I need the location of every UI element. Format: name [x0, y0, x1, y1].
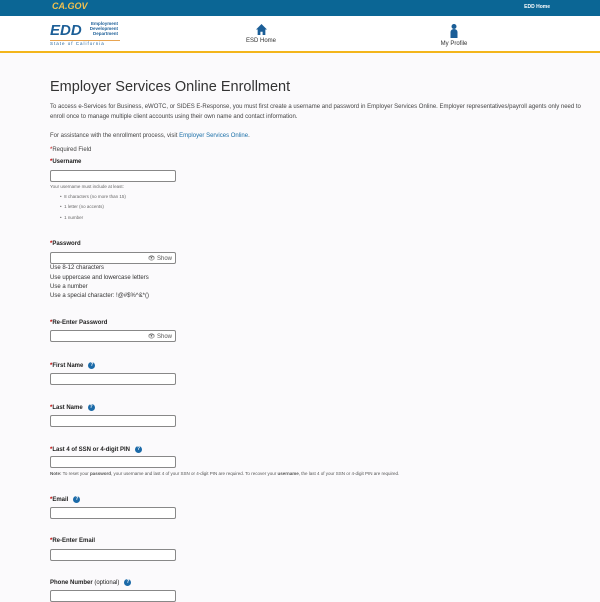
help-icon[interactable]: ? [90, 362, 94, 368]
last-name-label: *Last Name ? [50, 404, 93, 412]
phone-input[interactable] [50, 590, 176, 602]
logo-line: Employment [90, 21, 118, 26]
note-bold: password [89, 471, 111, 476]
help-icon[interactable]: ? [126, 579, 130, 585]
required-label: Required Field [52, 147, 92, 153]
rule-text: 1 letter (no accents) [64, 204, 104, 209]
page-title: Employer Services Online Enrollment [50, 79, 291, 95]
nav-label: My Profile [440, 41, 468, 47]
first-name-label: *First Name ? [50, 362, 94, 370]
note-bold: username [277, 471, 299, 476]
help-icon[interactable]: ? [75, 496, 79, 502]
required-note: *Required Field [50, 147, 92, 153]
assist-end: . [248, 133, 250, 139]
edd-logo[interactable] [50, 21, 120, 47]
nav-label: ESD Home [245, 38, 276, 44]
password-rule: Use 8-12 characters [50, 265, 105, 271]
ssn-note [50, 471, 399, 476]
label-text: Re-Enter Email [52, 538, 96, 544]
show-label: Show [156, 334, 172, 340]
note-text: , your username and last 4 of your SSN or 4-digit PIN are required. To recover your [110, 471, 278, 476]
password-rule: Use a special character: !@#$%^&*() [50, 293, 149, 299]
ssn-label: *Last 4 of SSN or 4-digit PIN ? [50, 446, 141, 454]
label-text: Last Name [52, 405, 83, 412]
home-icon [256, 24, 267, 35]
show-password-button[interactable]: 👁 Show [147, 334, 172, 340]
ca-gov-logo[interactable]: CA.GOV [52, 1, 88, 11]
username-label: *Username [50, 159, 82, 165]
label-text: Last 4 of SSN or 4-digit PIN [52, 447, 131, 454]
last-name-input[interactable] [50, 415, 176, 427]
first-name-input[interactable] [50, 373, 176, 385]
phone-label [50, 579, 131, 586]
logo-state: State of California [50, 40, 120, 46]
label-text: Phone Number [50, 580, 93, 587]
show-label: Show [156, 256, 172, 262]
nav-esd-home[interactable] [240, 24, 282, 44]
site-header [0, 16, 600, 53]
label-text: Email [52, 497, 69, 504]
help-icon[interactable]: ? [137, 446, 141, 452]
label-text: First Name [52, 363, 84, 370]
username-hint: Your username must include at least: [50, 184, 124, 189]
logo-department [80, 21, 118, 36]
note-text: , the last 4 of your SSN or 4-digit PIN are required. [298, 471, 400, 476]
username-rule: • 8 characters (no more than 15) [60, 194, 126, 199]
reenter-password-label: *Re-Enter Password [50, 320, 108, 326]
nav-my-profile[interactable] [433, 24, 475, 47]
top-bar [0, 0, 600, 16]
reenter-password-input[interactable] [50, 330, 176, 342]
logo-line: Department [92, 31, 118, 36]
optional-text: (optional) [94, 580, 120, 587]
logo-line: Development [89, 26, 118, 31]
email-label: *Email ? [50, 496, 79, 504]
assistance-text [50, 131, 590, 141]
logo-text: EDD [50, 22, 82, 39]
username-input[interactable] [50, 170, 176, 182]
email-input[interactable] [50, 507, 176, 519]
help-icon[interactable]: ? [89, 404, 93, 410]
username-rule: • 1 letter (no accents) [60, 204, 104, 209]
username-rule: • 1 number [60, 215, 84, 220]
ssn-input[interactable] [50, 456, 176, 468]
show-password-button[interactable]: 👁 Show [147, 256, 172, 262]
reenter-email-label: *Re-Enter Email [50, 538, 96, 544]
password-label: *Password [50, 241, 81, 247]
label-text: Re-Enter Password [52, 320, 108, 326]
user-icon [450, 24, 458, 38]
rule-text: 8 characters (no more than 15) [64, 194, 126, 199]
employer-services-online-link[interactable]: Employer Services Online [179, 133, 249, 139]
reenter-email-input[interactable] [50, 549, 176, 561]
password-input[interactable] [50, 252, 176, 264]
intro-text: To access e-Services for Business, eWOTC, or SIDES E-Response, you must first create a username and password in Employer Services Online. Employer representatives/payroll agents only need to enroll once to manage multiple client accounts using their own name and contact information. [50, 104, 581, 120]
note-bold: Note: [50, 471, 62, 476]
password-rule: Use uppercase and lowercase letters [50, 275, 149, 281]
label-text: Username [52, 159, 82, 165]
assist-text: For assistance with the enrollment process, visit [50, 133, 180, 139]
rule-text: 1 number [64, 215, 84, 220]
label-text: Password [52, 241, 81, 247]
edd-home-link[interactable]: EDD Home [524, 4, 550, 10]
note-text: To reset your [61, 471, 90, 476]
password-rule: Use a number [50, 284, 88, 290]
